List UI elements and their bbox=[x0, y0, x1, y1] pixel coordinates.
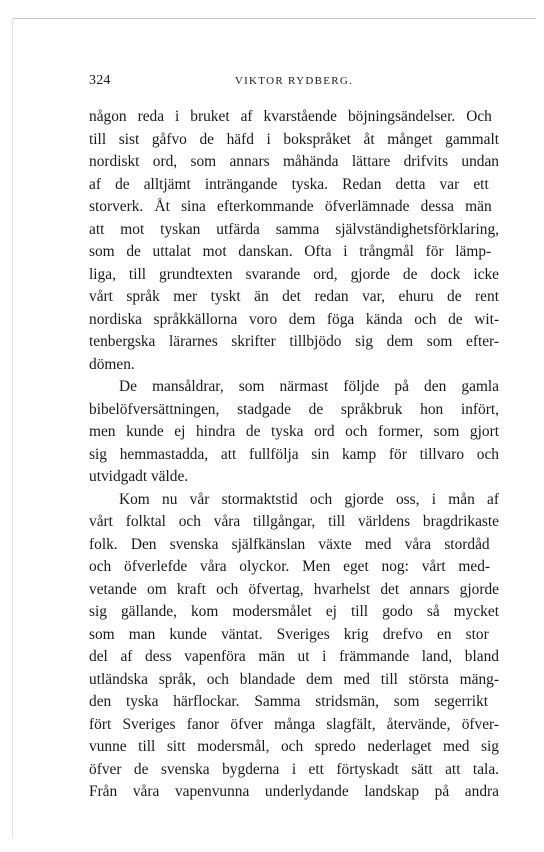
text-line: tenbergska lärarnes skrifter tillbjödo sig dem som efter- bbox=[89, 333, 499, 350]
page-number: 324 bbox=[89, 73, 111, 88]
text-line: utländska språk, och blandade dem med till största mäng- bbox=[89, 670, 499, 688]
text-line: utvidgadt välde. bbox=[89, 468, 189, 485]
text-line: till sist gåfvo de häfd i bokspråket åt månget gammalt bbox=[89, 130, 499, 148]
text-line: som de uttalat mot danskan. Ofta i trångmål för lämp- bbox=[89, 243, 492, 260]
page-top-edge bbox=[12, 18, 536, 19]
text-line: nordiskt ord, som annars måhända lättare drifvits undan bbox=[89, 153, 499, 170]
text-line: vårt folktal och våra tillgångar, till världens bragdrikaste bbox=[89, 513, 499, 530]
text-line: fört Sveriges fanor öfver många slagfält, återvände, öfver- bbox=[89, 715, 499, 733]
page-left-edge bbox=[12, 18, 13, 838]
text-line: del af dess vapenföra män ut i främmande land, bland bbox=[89, 648, 499, 665]
text-line: dömen. bbox=[89, 355, 135, 373]
text-line: Från våra vapenvunna underlydande landskap på andra bbox=[89, 783, 499, 800]
text-line: och öfverlefde våra olyckor. Men eget nog: vårt med- bbox=[89, 558, 491, 575]
text-line: öfver de svenska bygderna i ett förtyskadt sätt att tala. bbox=[89, 760, 499, 778]
text-line: nordiska språkkällorna voro dem föga kända och de wit- bbox=[89, 310, 499, 328]
running-head: VIKTOR RYDBERG. bbox=[234, 75, 354, 87]
text-line: att mot tyskan utfärda samma självständighetsförklaring, bbox=[89, 220, 499, 238]
text-line: sig gällande, kom modersmålet ej till godo så mycket bbox=[89, 603, 499, 620]
body-text bbox=[89, 106, 499, 804]
text-line: vunne till sitt modersmål, och spredo nederlaget med sig bbox=[89, 738, 499, 755]
page-header bbox=[89, 73, 499, 93]
text-line: liga, till grundtexten svarande ord, gjorde de dock icke bbox=[89, 265, 499, 283]
text-line: storverk. Åt sina efterkommande öfverlämnade dessa män bbox=[89, 198, 492, 215]
text-line: någon reda i bruket af kvarstående böjningsändelser. Och bbox=[89, 108, 492, 125]
text-line: vårt språk mer tyskt än det redan var, ehuru de rent bbox=[89, 288, 499, 305]
text-line: som man kunde väntat. Sveriges krig drefvo en stor bbox=[89, 625, 489, 643]
text-line: af de alltjämt inträngande tyska. Redan detta var ett bbox=[89, 175, 489, 193]
text-line: vetande om kraft och öfvertag, hvarhelst det annars gjorde bbox=[89, 580, 499, 598]
text-line: den tyska härflockar. Samma stridsmän, som segerrikt bbox=[89, 693, 489, 710]
text-line: bibelöfversättningen, stadgade de språkbruk hon infört, bbox=[89, 400, 499, 418]
text-line: sig hemmastadda, att fullfölja sin kamp för tillvaro och bbox=[89, 445, 499, 463]
text-line: folk. Den svenska själfkänslan växte med våra stordåd bbox=[89, 535, 490, 553]
text-line: Kom nu vår stormaktstid och gjorde oss, i mån af bbox=[119, 490, 499, 508]
text-line: men kunde ej hindra de tyska ord och former, som gjort bbox=[89, 423, 499, 440]
text-line: De mansåldrar, som närmast följde på den gamla bbox=[119, 378, 499, 395]
